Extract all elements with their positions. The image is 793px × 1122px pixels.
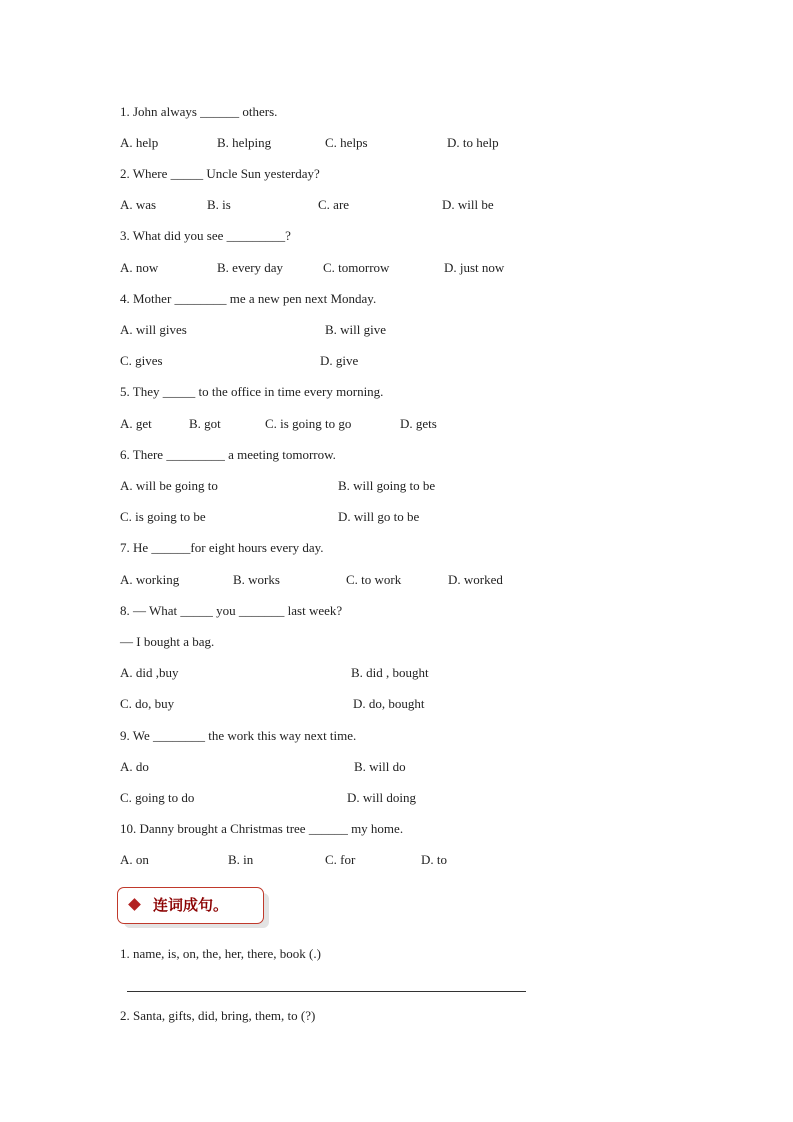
q3-option-d: D. just now (444, 260, 505, 275)
question-1-stem: 1. John always ______ others. (120, 104, 278, 119)
q3-option-a: A. now (120, 260, 159, 275)
q1-option-c: C. helps (325, 135, 368, 150)
answer-line (127, 991, 526, 992)
q6-option-a: A. will be going to (120, 478, 218, 493)
q2-option-a: A. was (120, 197, 157, 212)
q9-option-c: C. going to do (120, 790, 195, 805)
q8-option-c: C. do, buy (120, 696, 175, 711)
section-title: 连词成句。 (153, 896, 229, 914)
q9-option-a: A. do (120, 759, 149, 774)
question-7-stem: 7. He ______for eight hours every day. (120, 540, 324, 555)
q9-option-b: B. will do (354, 759, 406, 774)
q5-option-c: C. is going to go (265, 416, 352, 431)
q3-option-c: C. tomorrow (323, 260, 390, 275)
q2-option-b: B. is (207, 197, 231, 212)
question-3-stem: 3. What did you see _________? (120, 228, 291, 243)
q10-option-d: D. to (421, 852, 447, 867)
q2-option-d: D. will be (442, 197, 494, 212)
q10-option-c: C. for (325, 852, 356, 867)
q10-option-a: A. on (120, 852, 149, 867)
q6-option-d: D. will go to be (338, 509, 420, 524)
q4-option-c: C. gives (120, 353, 163, 368)
sentence-item-2: 2. Santa, gifts, did, bring, them, to (?) (120, 1008, 316, 1023)
q7-option-d: D. worked (448, 572, 503, 587)
q5-option-d: D. gets (400, 416, 437, 431)
question-6-stem: 6. There _________ a meeting tomorrow. (120, 447, 336, 462)
q6-option-c: C. is going to be (120, 509, 206, 524)
q9-option-d: D. will doing (347, 790, 416, 805)
question-5-stem: 5. They _____ to the office in time every morning. (120, 384, 384, 399)
q5-option-b: B. got (189, 416, 221, 431)
diamond-bullet-icon (128, 898, 141, 911)
q1-option-d: D. to help (447, 135, 499, 150)
q8-option-d: D. do, bought (353, 696, 425, 711)
section-header (117, 887, 264, 924)
question-4-stem: 4. Mother ________ me a new pen next Monday. (120, 291, 377, 306)
q4-option-b: B. will give (325, 322, 387, 337)
sentence-item-1: 1. name, is, on, the, her, there, book (.) (120, 946, 321, 961)
q10-option-b: B. in (228, 852, 254, 867)
q4-option-a: A. will gives (120, 322, 187, 337)
question-8-stem: 8. — What _____ you _______ last week? (120, 603, 343, 618)
q7-option-c: C. to work (346, 572, 402, 587)
q7-option-a: A. working (120, 572, 180, 587)
q6-option-b: B. will going to be (338, 478, 436, 493)
question-8-reply: — I bought a bag. (120, 634, 215, 649)
question-9-stem: 9. We ________ the work this way next time. (120, 728, 357, 743)
q1-option-b: B. helping (217, 135, 272, 150)
q5-option-a: A. get (120, 416, 152, 431)
question-10-stem: 10. Danny brought a Christmas tree ______ my home. (120, 821, 404, 836)
q3-option-b: B. every day (217, 260, 284, 275)
q7-option-b: B. works (233, 572, 280, 587)
q8-option-b: B. did , bought (351, 665, 429, 680)
q2-option-c: C. are (318, 197, 350, 212)
q4-option-d: D. give (320, 353, 359, 368)
q1-option-a: A. help (120, 135, 159, 150)
question-2-stem: 2. Where _____ Uncle Sun yesterday? (120, 166, 320, 181)
q8-option-a: A. did ,buy (120, 665, 179, 680)
